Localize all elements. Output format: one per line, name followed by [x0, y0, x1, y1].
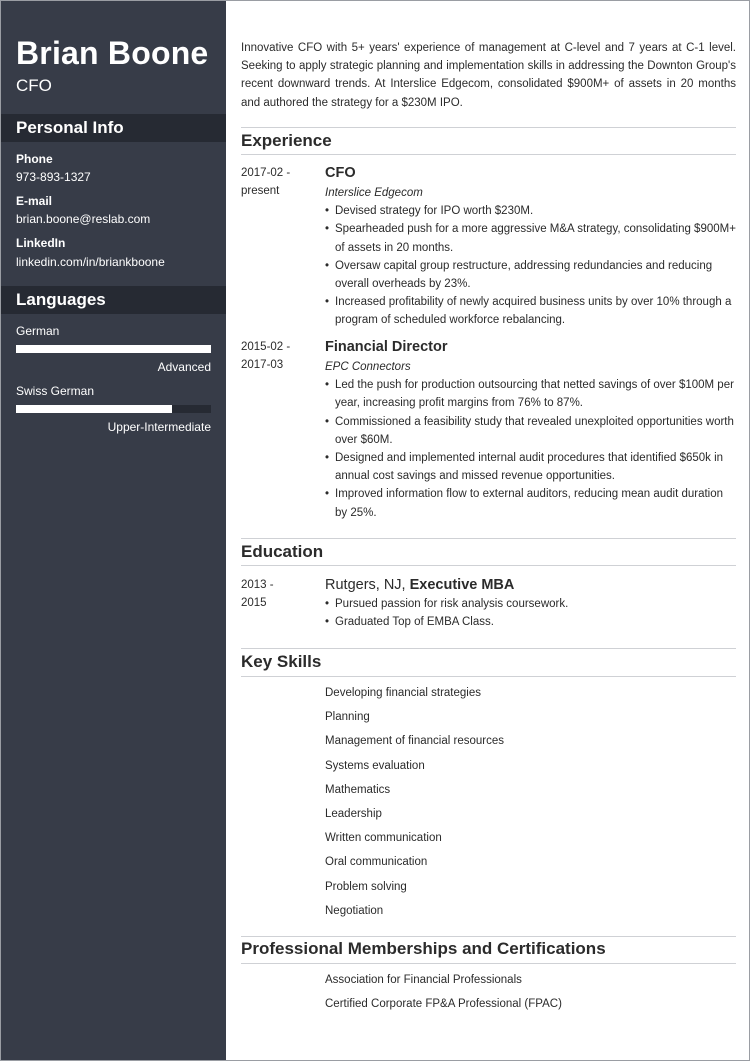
language-level: Advanced [157, 360, 211, 374]
education-start-date: 2013 - [241, 579, 274, 591]
job-bullet: • Spearheaded push for a more aggressive M&A strategy, consolidating $900M+ of assets in 20 months. [325, 220, 736, 256]
language-name: Swiss German [16, 384, 95, 398]
skill-item: Mathematics [325, 783, 391, 796]
divider [241, 676, 736, 677]
candidate-role: CFO [16, 76, 52, 95]
job-bullet: • Increased profitability of newly acquired business units by over 10% through a program of scheduled workforce rebalancing. [325, 293, 736, 329]
job-bullet: • Improved information flow to external auditors, reducing mean audit duration by 25%. [325, 485, 736, 521]
skills-list [325, 681, 736, 923]
linkedin-label: LinkedIn [16, 236, 66, 250]
school-name: Rutgers, NJ, [325, 577, 410, 593]
job-bullet: • Oversaw capital group restructure, addressing redundancies and reducing overall overheads by 23%. [325, 257, 736, 293]
membership-item: Certified Corporate FP&A Professional (FPAC) [325, 998, 562, 1011]
skill-item: Oral communication [325, 856, 428, 869]
linkedin-value: linkedin.com/in/briankboone [16, 255, 165, 269]
job-bullet: • Commissioned a feasibility study that revealed unexploited opportunities worth over $60M. [325, 413, 736, 449]
skill-item: Problem solving [325, 880, 407, 893]
job-dates [241, 338, 311, 374]
job-entry [325, 163, 736, 330]
education-dates [241, 576, 311, 612]
education-bullet: • Pursued passion for risk analysis coursework. [325, 595, 736, 613]
language-proficiency-bar [16, 405, 211, 413]
languages-heading: Languages [1, 286, 226, 314]
phone-label: Phone [16, 152, 53, 166]
job-title: CFO [325, 165, 356, 181]
memberships-heading: Professional Memberships and Certifications [241, 939, 606, 958]
language-name: German [16, 324, 60, 338]
education-end-date: 2015 [241, 597, 267, 610]
education-bullets [325, 595, 736, 631]
job-end-date: present [241, 185, 280, 198]
job-start-date: 2015-02 - [241, 341, 291, 353]
phone-value: 973-893-1327 [16, 170, 91, 184]
skill-item: Negotiation [325, 904, 384, 917]
job-start-date: 2017-02 - [241, 167, 291, 179]
job-title: Financial Director [325, 339, 448, 355]
skills-heading: Key Skills [241, 652, 322, 671]
job-bullets [325, 202, 736, 329]
job-end-date: 2017-03 [241, 359, 284, 372]
divider [241, 127, 736, 128]
job-bullet: • Designed and implemented internal audit procedures that identified $650k in annual cost savings and missed revenue opportunities. [325, 449, 736, 485]
language-proficiency-fill [16, 405, 172, 413]
divider [241, 538, 736, 539]
experience-heading: Experience [241, 131, 332, 150]
skill-item: Leadership [325, 808, 382, 821]
divider [241, 154, 736, 155]
company-name: EPC Connectors [325, 361, 411, 373]
job-entry [325, 337, 736, 522]
education-bullet: • Graduated Top of EMBA Class. [325, 613, 736, 631]
skill-item: Planning [325, 711, 370, 724]
language-level: Upper-Intermediate [107, 420, 211, 434]
membership-item: Association for Financial Professionals [325, 974, 522, 986]
sidebar [1, 1, 226, 1061]
email-label: E-mail [16, 194, 53, 208]
divider [241, 963, 736, 964]
degree-name: Executive MBA [409, 577, 515, 593]
education-entry [325, 575, 736, 631]
candidate-name: Brian Boone [16, 35, 209, 71]
education-title [325, 575, 736, 595]
divider [241, 648, 736, 649]
job-bullets [325, 376, 736, 522]
skill-item: Written communication [325, 832, 442, 845]
language-proficiency-bar [16, 345, 211, 353]
personal-info-heading: Personal Info [1, 114, 226, 142]
company-name: Interslice Edgecom [325, 187, 423, 199]
email-value: brian.boone@reslab.com [16, 212, 151, 226]
language-proficiency-fill [16, 345, 211, 353]
skill-item: Management of financial resources [325, 735, 504, 748]
profile-summary: Innovative CFO with 5+ years' experience of management at C-level and 7 years at C-1 level. Seeking to apply strategic planning and implementation skills in addressing the Downton Group's recent downward trends. At Interslice Edgecom, consolidated $900M+ of assets in 20 months and authored the strategy for a $230M IPO. [241, 42, 736, 109]
divider [241, 565, 736, 566]
job-bullet: • Led the push for production outsourcing that netted savings of over $100M per year, increasing profit margins from 76% to 87%. [325, 376, 736, 412]
education-heading: Education [241, 542, 324, 561]
memberships-list [325, 968, 736, 1016]
skill-item: Developing financial strategies [325, 687, 481, 699]
skill-item: Systems evaluation [325, 759, 425, 772]
job-bullet: • Devised strategy for IPO worth $230M. [325, 202, 736, 220]
job-dates [241, 164, 311, 200]
